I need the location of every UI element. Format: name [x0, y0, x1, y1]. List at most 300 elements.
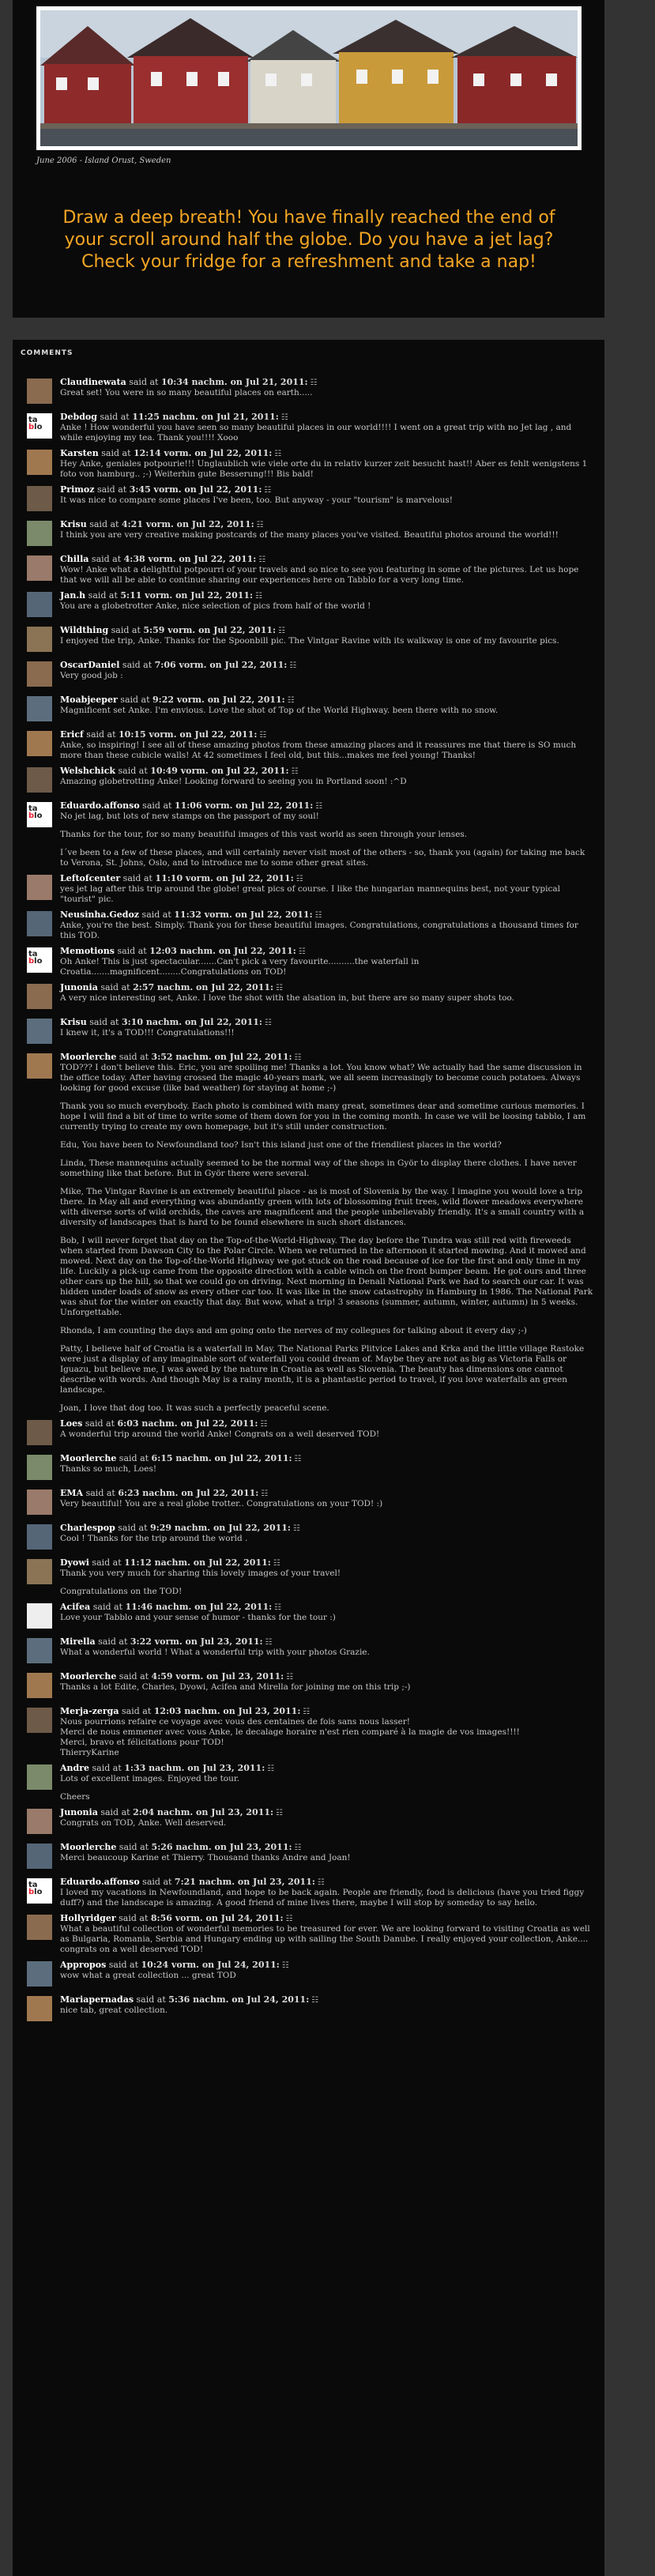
comment-header — [60, 1763, 596, 1774]
comment-paragraph: I´ve been to a few of these places, and will certainly never visit most of the others - so, thank you (again) for taking me back to Verona, St. Johns, Oslo, and to introduce me to some other great sites. — [60, 848, 585, 868]
comment-author-link[interactable]: Krisu — [60, 519, 87, 529]
user-avatar[interactable] — [27, 1524, 52, 1550]
comment-author-link[interactable]: Krisu — [60, 1017, 87, 1027]
comment-item — [27, 484, 596, 514]
comment-paragraph: Very beautiful! You are a real globe trotter.. Congratulations on your TOD! :) — [60, 1499, 383, 1508]
said-label: said at — [116, 1842, 152, 1852]
comment-item — [27, 1453, 596, 1483]
comment-date-link[interactable]: 4:38 vorm. on Jul 22, 2011: — [123, 554, 257, 564]
comment-date-link[interactable]: 3:45 vorm. on Jul 22, 2011: — [129, 484, 262, 495]
comment-header — [60, 1488, 596, 1499]
comment-body — [60, 1499, 596, 1509]
comment-item — [27, 729, 596, 761]
user-avatar[interactable] — [27, 696, 52, 721]
said-label: said at — [83, 729, 119, 740]
comment-author-link[interactable]: Moabjeeper — [60, 695, 118, 705]
said-label: said at — [86, 519, 122, 529]
permalink-icon[interactable]: ☷ — [280, 413, 288, 422]
comment-paragraph: Nous pourrions refaire ce voyage avec vous des centaines de fois sans nous lasser! Merci de nous emmener avec vous Anke, le decalage horaire n'est rien comparé à la magie de vos images!!!! Merci, bravo et félicitations pour TOD! ThierryKarine — [60, 1717, 520, 1757]
comment-date-link[interactable]: 5:26 nachm. on Jul 23, 2011: — [151, 1842, 292, 1852]
comment-paragraph: Congratulations on the TOD! — [60, 1587, 183, 1596]
comment-author-link[interactable]: Mariapernadas — [60, 1994, 134, 2005]
comment-paragraph: Bob, I will never forget that day on the Top-of-the-World-Highway. The day before the Tundra was still red with fireweeds when started from Dawson City to the Polar Circle. When we returned in the afternoon it started mowing. And it mowed and mowed. Next day on the Top-of-the-World Highway we got stuck on the road because of ice for the first and only time in my life. Luckily a pick-up came from the opposite direction with a cable winch on the front bumper beam. He got ours and three other cars up the hill, so that we could go on driving. Next morning in Denali National Park we had to search our car. It was hidden under loads of snow as every other car too. It was like in the snow catastrophy in Hamburg in 1986. The National Park was shut for the winter on exactly that day. But wow, what a trip! 3 seasons (summer, autumn, winter, autumn) in 5 weeks. Unforgettable. — [60, 1236, 593, 1317]
comment-item — [27, 448, 596, 480]
permalink-icon[interactable]: ☷ — [273, 1559, 280, 1568]
comment-item — [27, 625, 596, 655]
user-avatar[interactable] — [27, 661, 52, 687]
comment-header — [60, 1052, 596, 1063]
comment-header — [60, 1877, 596, 1888]
comment-item — [27, 1706, 596, 1758]
said-label: said at — [88, 554, 124, 564]
comment-item — [27, 1488, 596, 1518]
user-avatar[interactable] — [27, 1019, 52, 1044]
user-avatar[interactable]: ta blo — [27, 1878, 52, 1904]
said-label: said at — [88, 1557, 125, 1568]
comment-item — [27, 800, 596, 868]
comment-paragraph: I knew it, it's a TOD!!! Congratulations!!! — [60, 1028, 235, 1038]
comment-paragraph: It was nice to compare some places I've been, too. But anyway - your "tourism" is marvelous! — [60, 495, 453, 505]
comment-body — [60, 1464, 596, 1474]
comment-author-link[interactable]: Welshchick — [60, 766, 116, 776]
comment-item — [27, 660, 596, 690]
comment-paragraph: Congrats on TOD, Anke. Well deserved. — [60, 1818, 227, 1828]
comment-author-link[interactable]: Merja-zerga — [60, 1706, 119, 1716]
said-label: said at — [90, 1602, 126, 1612]
user-avatar[interactable] — [27, 627, 52, 652]
permalink-icon[interactable]: ☷ — [289, 661, 297, 670]
comment-date-link[interactable]: 5:36 nachm. on Jul 24, 2011: — [168, 1994, 310, 2005]
said-label: said at — [116, 1453, 152, 1463]
comment-date-link[interactable]: 11:25 nachm. on Jul 21, 2011: — [132, 412, 279, 422]
comment-date-link[interactable]: 7:21 nachm. on Jul 23, 2011: — [174, 1877, 315, 1887]
comment-header — [60, 1842, 596, 1853]
comment-body — [60, 423, 596, 443]
said-label: said at — [89, 1763, 125, 1773]
said-label: said at — [120, 873, 156, 883]
comment-paragraph: yes jet lag after this trip around the globe! great pics of course. I like the hungarian mannequins best, not your typical "tourist" pic. — [60, 884, 561, 904]
comment-body — [60, 1853, 596, 1863]
comment-author-link[interactable]: Claudinewata — [60, 377, 126, 387]
user-avatar[interactable] — [27, 450, 52, 475]
comment-date-link[interactable]: 3:10 nachm. on Jul 22, 2011: — [121, 1017, 262, 1027]
comment-body — [60, 459, 596, 480]
permalink-icon[interactable]: ☷ — [286, 1673, 294, 1682]
comment-item — [27, 590, 596, 620]
comment-item — [27, 1602, 596, 1632]
comment-item — [27, 1557, 596, 1597]
user-avatar[interactable] — [27, 1809, 52, 1834]
comment-header — [60, 729, 596, 740]
comment-item — [27, 1877, 596, 1908]
comment-header — [60, 412, 596, 423]
comment-header — [60, 800, 596, 812]
comment-header — [60, 695, 596, 706]
comment-date-link[interactable]: 11:10 vorm. on Jul 22, 2011: — [155, 873, 294, 883]
comment-item — [27, 1052, 596, 1414]
comment-header — [60, 766, 596, 777]
comment-date-link[interactable]: 6:23 nachm. on Jul 22, 2011: — [118, 1488, 259, 1498]
user-avatar[interactable]: ta blo — [27, 413, 52, 439]
permalink-icon[interactable]: ☷ — [264, 1019, 272, 1027]
comment-author-link[interactable]: Eduardo.affonso — [60, 1877, 140, 1887]
comment-author-link[interactable]: Debdog — [60, 412, 97, 422]
comment-item — [27, 1671, 596, 1701]
comment-author-link[interactable]: EMA — [60, 1488, 84, 1498]
said-label: said at — [94, 484, 130, 495]
comment-paragraph: Thanks a lot Edite, Charles, Dyowi, Acifea and Mirella for joining me on this trip ;-) — [60, 1682, 411, 1692]
user-avatar[interactable] — [27, 1673, 52, 1698]
permalink-icon[interactable]: ☷ — [311, 1996, 319, 2005]
comment-paragraph: Amazing globetrotting Anke! Looking forward to seeing you in Portland soon! :^D — [60, 777, 407, 786]
comment-author-link[interactable]: Acifea — [60, 1602, 91, 1612]
comment-item — [27, 519, 596, 549]
user-avatar[interactable]: ta blo — [27, 947, 52, 973]
user-avatar[interactable] — [27, 1764, 52, 1790]
comment-date-link[interactable]: 11:46 nachm. on Jul 22, 2011: — [125, 1602, 273, 1612]
comment-date-link[interactable]: 1:33 nachm. on Jul 23, 2011: — [124, 1763, 265, 1773]
final-panel — [13, 0, 604, 318]
comment-paragraph: Lots of excellent images. Enjoyed the tour. — [60, 1774, 240, 1783]
user-avatar[interactable] — [27, 592, 52, 617]
comment-author-link[interactable]: Eduardo.affonso — [60, 800, 140, 811]
comment-date-link[interactable]: 6:03 nachm. on Jul 22, 2011: — [117, 1418, 258, 1429]
comment-date-link[interactable]: 12:03 nachm. on Jul 23, 2011: — [153, 1706, 301, 1716]
comment-paragraph: Anke ! How wonderful you have seen so many beautiful places in our world!!!! I went on a great trip with no Jet lag , and while enjoying my tea. Thank you!!!! Xooo — [60, 423, 572, 443]
said-label: said at — [119, 660, 155, 670]
comment-date-link[interactable]: 11:12 nachm. on Jul 22, 2011: — [124, 1557, 271, 1568]
comment-header — [60, 1913, 596, 1924]
comment-author-link[interactable]: Primoz — [60, 484, 95, 495]
comment-author-link[interactable]: Neusinha.Gedoz — [60, 910, 140, 920]
user-avatar[interactable] — [27, 555, 52, 581]
permalink-icon[interactable]: ☷ — [278, 627, 286, 635]
user-avatar[interactable] — [27, 486, 52, 511]
comment-author-link[interactable]: Moorlerche — [60, 1671, 117, 1682]
comment-date-link[interactable]: 2:04 nachm. on Jul 23, 2011: — [133, 1807, 274, 1817]
comment-body — [60, 671, 596, 681]
user-avatar[interactable] — [27, 984, 52, 1009]
user-avatar[interactable] — [27, 1489, 52, 1515]
comment-body — [60, 1429, 596, 1440]
comment-item — [27, 1913, 596, 1955]
comment-header — [60, 982, 596, 993]
comment-header — [60, 484, 596, 495]
user-avatar[interactable] — [27, 911, 52, 936]
permalink-icon[interactable]: ☷ — [294, 1843, 302, 1852]
said-label: said at — [139, 910, 175, 920]
comment-author-link[interactable]: Hollyridger — [60, 1913, 116, 1923]
comment-author-link[interactable]: Moorlerche — [60, 1453, 117, 1463]
harbor-houses-photo — [40, 10, 578, 146]
comment-body — [60, 1717, 596, 1758]
comment-paragraph: Thank you so much everybody. Each photo is combined with many great, sometimes dear and sometime curious memories. I hope I will find a bit of time to write some of them down for you in the coming month. In case we will be loosing tabblo, I am currently trying to create my own homepage, but it's still under construction. — [60, 1102, 586, 1132]
comment-body — [60, 957, 596, 977]
comment-body — [60, 1971, 596, 1981]
user-avatar[interactable] — [27, 1996, 52, 2021]
said-label: said at — [115, 766, 151, 776]
comment-header — [60, 1671, 596, 1682]
said-label: said at — [86, 1017, 122, 1027]
user-avatar[interactable] — [27, 521, 52, 546]
said-label: said at — [117, 695, 153, 705]
comment-paragraph: A very nice interesting set, Anke. I love the shot with the alsation in, but there are so many super shots too. — [60, 993, 514, 1003]
comment-paragraph: You are a globetrotter Anke, nice selection of pics from half of the world ! — [60, 601, 371, 611]
comment-date-link[interactable]: 10:24 vorm. on Jul 24, 2011: — [141, 1960, 280, 1970]
said-label: said at — [97, 1807, 134, 1817]
comment-paragraph: Anke, so inspiring! I see all of these amazing photos from these amazing places and it reassures me that there is SO much more than these cubicle walls! At 42 sometimes I feel old, but this...makes me feel young! Thanks! — [60, 740, 577, 760]
comment-date-link[interactable]: 7:06 vorm. on Jul 22, 2011: — [154, 660, 288, 670]
permalink-icon[interactable]: ☷ — [260, 1420, 268, 1429]
comments-section — [13, 340, 604, 2576]
comment-date-link[interactable]: 10:34 nachm. on Jul 21, 2011: — [160, 377, 308, 387]
comment-author-link[interactable]: Ericf — [60, 729, 84, 740]
user-avatar[interactable]: ta blo — [27, 802, 52, 827]
user-avatar[interactable] — [27, 1843, 52, 1869]
comment-paragraph: wow what a great collection ... great TOD — [60, 1971, 236, 1980]
comment-body — [60, 740, 596, 761]
said-label: said at — [134, 1994, 169, 2005]
comment-body — [60, 636, 596, 646]
comment-body — [60, 1924, 596, 1955]
comment-header — [60, 660, 596, 671]
permalink-icon[interactable]: ☷ — [265, 1638, 273, 1647]
comment-date-link[interactable]: 10:15 vorm. on Jul 22, 2011: — [119, 729, 258, 740]
comment-header — [60, 1418, 596, 1429]
permalink-icon[interactable]: ☷ — [274, 1603, 282, 1612]
comment-paragraph: Anke, you're the best. Simply. Thank you for these beautiful images. Congratulations, congratulations a thousand times for this TOD. — [60, 921, 578, 940]
comment-author-link[interactable]: Junonia — [60, 982, 98, 992]
comment-header — [60, 554, 596, 565]
comment-date-link[interactable]: 9:29 nachm. on Jul 22, 2011: — [150, 1523, 291, 1533]
said-label: said at — [139, 1877, 175, 1887]
permalink-icon[interactable]: ☷ — [256, 521, 264, 529]
comment-header — [60, 910, 596, 921]
comment-body — [60, 601, 596, 612]
comment-item — [27, 1017, 596, 1047]
comment-body — [60, 706, 596, 716]
user-avatar[interactable] — [27, 767, 52, 793]
permalink-icon[interactable]: ☷ — [294, 1455, 302, 1463]
comment-date-link[interactable]: 6:15 nachm. on Jul 22, 2011: — [151, 1453, 292, 1463]
comment-author-link[interactable]: Moorlerche — [60, 1052, 117, 1062]
said-label: said at — [114, 946, 150, 956]
comment-item — [27, 1842, 596, 1872]
comment-date-link[interactable]: 5:59 vorm. on Jul 22, 2011: — [143, 625, 277, 635]
comment-paragraph: Very good job : — [60, 671, 123, 680]
said-label: said at — [115, 1913, 151, 1923]
permalink-icon[interactable]: ☷ — [291, 767, 299, 776]
comment-paragraph: Hey Anke, geniales potpourie!!! Unglaublich wie viele orte du in relativ kurzer zeit besucht hast!! Aber es fehlt wenigstens 1 foto von hamburg.. ;-) Weiterhin gute Besserung!!! Bis bald! — [60, 459, 588, 479]
comment-paragraph: A wonderful trip around the world Anke! Congrats on a well deserved TOD! — [60, 1429, 380, 1439]
comment-paragraph: What a beautiful collection of wonderful memories to be treasured for ever. We are looking forward to visiting Croatia as well as Bulgaria, Romania, Serbia and Hungary ending up with sailing the South Danube. I really enjoyed your collection, Anke.... congrats on a well deserved TOD! — [60, 1924, 590, 1954]
permalink-icon[interactable]: ☷ — [276, 984, 284, 992]
permalink-icon[interactable]: ☷ — [264, 486, 272, 495]
comment-date-link[interactable]: 3:22 vorm. on Jul 23, 2011: — [130, 1636, 263, 1647]
comment-paragraph: nice tab, great collection. — [60, 2005, 168, 2015]
comment-paragraph: No jet lag, but lots of new stamps on the passport of my soul! — [60, 812, 319, 821]
comment-item — [27, 554, 596, 586]
permalink-icon[interactable]: ☷ — [293, 1524, 300, 1533]
permalink-icon[interactable]: ☷ — [259, 731, 267, 740]
comment-item — [27, 946, 596, 977]
user-avatar[interactable] — [27, 1053, 52, 1079]
user-avatar[interactable] — [27, 1708, 52, 1733]
permalink-icon[interactable]: ☷ — [298, 947, 306, 956]
comment-body — [60, 777, 596, 787]
comment-item — [27, 377, 596, 407]
comment-body — [60, 565, 596, 586]
comment-paragraph: Magnificent set Anke. I'm envious. Love the shot of Top of the World Highway. been there with no snow. — [60, 706, 499, 715]
comment-paragraph: Thanks for the tour, for so many beautiful images of this vast world as seen through your lenses. — [60, 830, 468, 839]
comment-body — [60, 1028, 596, 1038]
user-avatar[interactable] — [27, 1420, 52, 1445]
user-avatar[interactable] — [27, 1638, 52, 1663]
user-avatar[interactable] — [27, 1961, 52, 1987]
comment-date-link[interactable]: 12:14 vorm. on Jul 22, 2011: — [134, 448, 273, 458]
comment-body — [60, 495, 596, 506]
comment-author-link[interactable]: Chilla — [60, 554, 89, 564]
comment-author-link[interactable]: Memotions — [60, 946, 115, 956]
said-label: said at — [115, 1523, 150, 1533]
comment-date-link[interactable]: 4:21 vorm. on Jul 22, 2011: — [121, 519, 254, 529]
permalink-icon[interactable]: ☷ — [294, 1053, 302, 1062]
comment-author-link[interactable]: Mirella — [60, 1636, 96, 1647]
comment-body — [60, 1648, 596, 1658]
permalink-icon[interactable]: ☷ — [276, 1809, 284, 1817]
comment-author-link[interactable]: Junonia — [60, 1807, 98, 1817]
comment-date-link[interactable]: 5:11 vorm. on Jul 22, 2011: — [120, 590, 254, 601]
user-avatar[interactable] — [27, 378, 52, 404]
permalink-icon[interactable]: ☷ — [303, 1708, 311, 1716]
comment-date-link[interactable]: 11:06 vorm. on Jul 22, 2011: — [174, 800, 314, 811]
comment-paragraph: Oh Anke! This is just spectacular.......Can't pick a very favourite..........the waterfall in Croatia.......magnificent........Congratulations on TOD! — [60, 957, 420, 977]
comment-body — [60, 1534, 596, 1544]
said-label: said at — [119, 1706, 154, 1716]
said-label: said at — [126, 377, 161, 387]
user-avatar[interactable] — [27, 1559, 52, 1584]
comment-author-link[interactable]: OscarDaniel — [60, 660, 120, 670]
permalink-icon[interactable]: ☷ — [315, 802, 323, 811]
comment-item — [27, 1994, 596, 2024]
comment-author-link[interactable]: Jan.h — [60, 590, 86, 601]
comment-paragraph: Thank you very much for sharing this lovely images of your travel! — [60, 1569, 341, 1578]
comment-header — [60, 1017, 596, 1028]
comment-date-link[interactable]: 3:52 nachm. on Jul 22, 2011: — [151, 1052, 292, 1062]
permalink-icon[interactable]: ☷ — [281, 1961, 289, 1970]
comment-date-link[interactable]: 12:03 nachm. on Jul 22, 2011: — [149, 946, 296, 956]
comment-paragraph: Merci beaucoup Karine et Thierry. Thousand thanks Andre and Joan! — [60, 1853, 351, 1862]
comment-paragraph: Cool ! Thanks for the trip around the world . — [60, 1534, 248, 1543]
comment-date-link[interactable]: 10:49 vorm. on Jul 22, 2011: — [150, 766, 289, 776]
comment-item — [27, 1418, 596, 1448]
comment-list — [27, 377, 596, 2029]
said-label: said at — [108, 625, 144, 635]
comment-paragraph: Cheers — [60, 1792, 90, 1802]
comment-body — [60, 1888, 596, 1908]
said-label: said at — [98, 448, 134, 458]
comment-date-link[interactable]: 4:59 vorm. on Jul 23, 2011: — [151, 1671, 284, 1682]
permalink-icon[interactable]: ☷ — [285, 1915, 293, 1923]
comment-item — [27, 982, 596, 1012]
comment-author-link[interactable]: Leftofcenter — [60, 873, 121, 883]
comment-paragraph: I think you are very creative making postcards of the many places you've visited. Beautiful photos around the world!!! — [60, 530, 559, 540]
said-label: said at — [96, 412, 133, 422]
permalink-icon[interactable]: ☷ — [287, 696, 295, 705]
comment-author-link[interactable]: Wildthing — [60, 625, 109, 635]
comment-date-link[interactable]: 2:57 nachm. on Jul 22, 2011: — [133, 982, 274, 992]
permalink-icon[interactable]: ☷ — [314, 911, 322, 920]
comment-paragraph: Rhonda, I am counting the days and am going onto the nerves of my collegues for talking about it every day ;-) — [60, 1326, 527, 1335]
comment-body — [60, 812, 596, 868]
permalink-icon[interactable]: ☷ — [267, 1764, 275, 1773]
comment-paragraph: I loved my vacations in Newfoundland, and hope to be back again. People are friendly, food is delicious (have you tried figgy duff?) and the landscape is amazing. A good friend of mine lives there, maybe I will stop by someday to say hello. — [60, 1888, 585, 1908]
comment-header — [60, 873, 596, 884]
comment-paragraph: Edu, You have been to Newfoundland too? Isn't this island just one of the friendliest places in the world? — [60, 1140, 502, 1150]
comment-paragraph: Mike, The Vintgar Ravine is an extremely beautiful place - as is most of Slovenia by the way. I imagine you would love a trip there. In May all and everything was abundantly green with lots of blossoming fruit trees, wild flower meadows everywhere with diverse sorts of wild orchids, the caves are magnificent and the people unbelievably friendly. It's a small country with a diversity of landscapes that is hard to be found elsewhere in such short distances. — [60, 1187, 585, 1227]
comment-author-link[interactable]: Dyowi — [60, 1557, 89, 1568]
comment-header — [60, 519, 596, 530]
said-label: said at — [83, 1488, 119, 1498]
permalink-icon[interactable]: ☷ — [317, 1878, 325, 1887]
comment-item — [27, 1523, 596, 1553]
user-avatar[interactable] — [27, 1455, 52, 1480]
permalink-icon[interactable]: ☷ — [255, 592, 263, 601]
comment-author-link[interactable]: Andre — [60, 1763, 90, 1773]
comment-author-link[interactable]: Charlespop — [60, 1523, 115, 1533]
comment-body — [60, 1774, 596, 1802]
said-label: said at — [116, 1052, 152, 1062]
comment-date-link[interactable]: 11:32 vorm. on Jul 22, 2011: — [174, 910, 313, 920]
comment-author-link[interactable]: Karsten — [60, 448, 99, 458]
comment-author-link[interactable]: Appropos — [60, 1960, 107, 1970]
comment-paragraph: Wow! Anke what a delightful potpourri of your travels and so nice to see you featuring in some of the pictures. Let us hope that we will all be able to continue sharing our experiences here on Tabblo for a very long time. — [60, 565, 579, 585]
comment-date-link[interactable]: 8:56 vorm. on Jul 24, 2011: — [150, 1913, 284, 1923]
said-label: said at — [106, 1960, 141, 1970]
said-label: said at — [95, 1636, 130, 1647]
permalink-icon[interactable]: ☷ — [310, 378, 318, 387]
comment-date-link[interactable]: 9:22 vorm. on Jul 22, 2011: — [152, 695, 285, 705]
permalink-icon[interactable]: ☷ — [296, 875, 303, 883]
comment-header — [60, 1557, 596, 1569]
user-avatar[interactable] — [27, 875, 52, 900]
permalink-icon[interactable]: ☷ — [258, 555, 266, 564]
comment-author-link[interactable]: Moorlerche — [60, 1842, 117, 1852]
said-label: said at — [116, 1671, 152, 1682]
comment-header — [60, 1453, 596, 1464]
comment-header — [60, 590, 596, 601]
permalink-icon[interactable]: ☷ — [274, 450, 282, 458]
said-label: said at — [82, 1418, 118, 1429]
comment-header — [60, 1602, 596, 1613]
comment-body — [60, 921, 596, 941]
photo-caption: June 2006 - Island Orust, Sweden — [36, 156, 171, 165]
user-avatar[interactable] — [27, 1915, 52, 1940]
said-label: said at — [97, 982, 134, 992]
user-avatar[interactable] — [27, 731, 52, 756]
comment-body — [60, 1818, 596, 1828]
comment-header — [60, 448, 596, 459]
final-message: Draw a deep breath! You have finally reached the end of your scroll around half the globe. Do you have a jet lag? Check your fridge for a refreshment and take a nap! — [62, 208, 555, 272]
comment-header — [60, 1807, 596, 1818]
comment-author-link[interactable]: Loes — [60, 1418, 83, 1429]
comment-body — [60, 530, 596, 540]
comment-body — [60, 1569, 596, 1597]
comment-header — [60, 1960, 596, 1971]
user-avatar[interactable] — [27, 1603, 52, 1629]
comments-heading: COMMENTS — [21, 349, 73, 357]
permalink-icon[interactable]: ☷ — [261, 1489, 269, 1498]
